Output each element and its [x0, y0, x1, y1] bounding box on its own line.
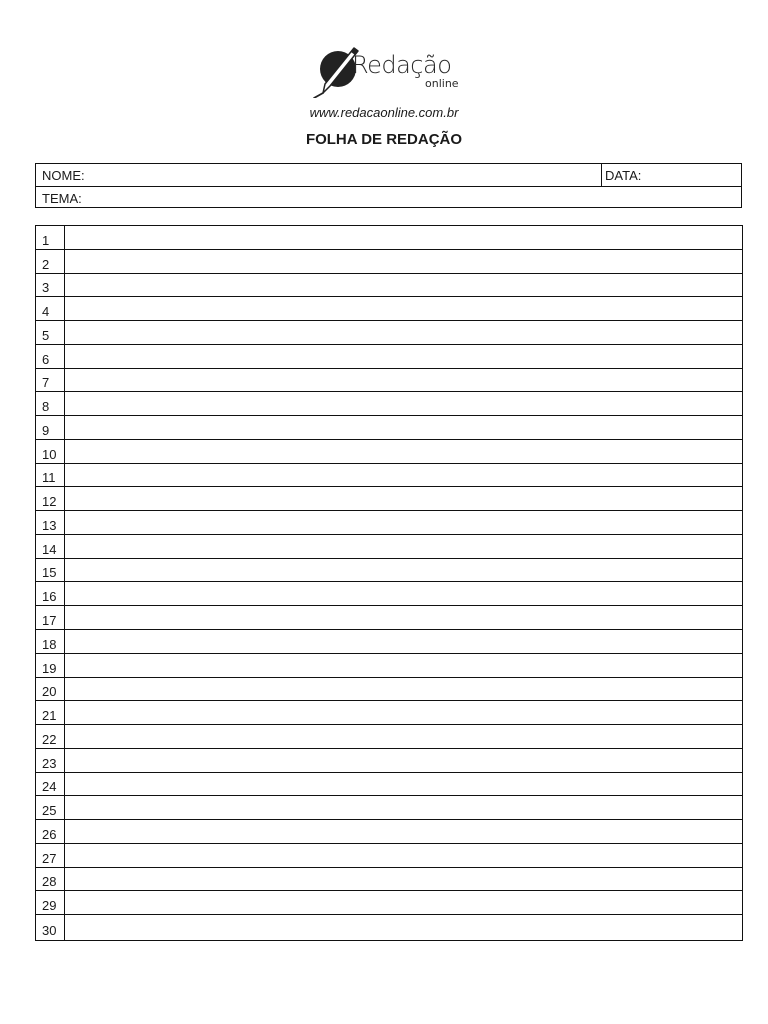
line-number: 28	[42, 874, 57, 890]
writing-line[interactable]	[36, 464, 742, 488]
writing-line[interactable]	[36, 416, 742, 440]
writing-line[interactable]	[36, 559, 742, 583]
site-url: www.redacaonline.com.br	[309, 105, 459, 120]
writing-line[interactable]	[36, 701, 742, 725]
line-number: 15	[42, 565, 57, 581]
name-date-row	[36, 164, 741, 187]
line-number: 27	[42, 850, 57, 866]
writing-line[interactable]	[36, 915, 742, 939]
writing-line[interactable]	[36, 535, 742, 559]
field-divider	[601, 164, 602, 186]
line-number: 5	[42, 327, 50, 343]
line-number: 14	[42, 541, 57, 557]
brand-tagline: online	[425, 77, 459, 90]
writing-line[interactable]	[36, 654, 742, 678]
writing-line[interactable]	[36, 321, 742, 345]
writing-line[interactable]	[36, 487, 742, 511]
line-number: 18	[42, 636, 57, 652]
writing-line[interactable]	[36, 345, 742, 369]
writing-line[interactable]	[36, 226, 742, 250]
line-number: 24	[42, 779, 57, 795]
line-number: 11	[42, 470, 56, 486]
writing-line[interactable]	[36, 606, 742, 630]
writing-line[interactable]	[36, 369, 742, 393]
writing-line[interactable]	[36, 250, 742, 274]
line-number: 17	[42, 613, 57, 629]
line-number: 13	[42, 517, 57, 533]
page-title: FOLHA DE REDAÇÃO	[305, 131, 463, 148]
writing-line[interactable]	[36, 820, 742, 844]
line-number: 1	[42, 232, 50, 248]
writing-line[interactable]	[36, 630, 742, 654]
line-number: 23	[42, 755, 57, 771]
line-number: 2	[42, 256, 50, 272]
line-number: 4	[42, 304, 50, 320]
writing-line[interactable]	[36, 773, 742, 797]
writing-line[interactable]	[36, 392, 742, 416]
writing-line[interactable]	[36, 749, 742, 773]
writing-line[interactable]	[36, 583, 742, 607]
line-number: 19	[42, 660, 57, 676]
writing-line[interactable]	[36, 844, 742, 868]
line-number: 16	[42, 589, 57, 605]
theme-field-label: TEMA:	[42, 191, 82, 206]
line-number: 21	[42, 708, 57, 724]
brand-logo	[306, 42, 466, 98]
line-number: 12	[42, 494, 57, 510]
writing-line[interactable]	[36, 511, 742, 535]
line-number: 29	[42, 898, 57, 914]
student-info-form	[35, 163, 742, 208]
line-number: 22	[42, 731, 57, 747]
writing-line[interactable]	[36, 868, 742, 892]
writing-line[interactable]	[36, 891, 742, 915]
name-field-label: NOME:	[42, 168, 85, 183]
line-number: 8	[42, 399, 50, 415]
line-number: 30	[42, 922, 57, 938]
brand-name: Redação	[352, 51, 452, 79]
line-number: 26	[42, 826, 57, 842]
line-number: 10	[42, 446, 57, 462]
writing-lines-grid	[35, 225, 743, 941]
line-number: 6	[42, 351, 50, 367]
writing-line[interactable]	[36, 725, 742, 749]
line-number: 20	[42, 684, 57, 700]
writing-line[interactable]	[36, 274, 742, 298]
writing-line[interactable]	[36, 678, 742, 702]
date-field-label: DATA:	[605, 168, 642, 183]
line-number: 25	[42, 803, 57, 819]
line-number: 3	[42, 280, 50, 296]
writing-line[interactable]	[36, 297, 742, 321]
writing-line[interactable]	[36, 440, 742, 464]
writing-line[interactable]	[36, 796, 742, 820]
line-number: 7	[42, 375, 50, 391]
line-number: 9	[42, 422, 50, 438]
